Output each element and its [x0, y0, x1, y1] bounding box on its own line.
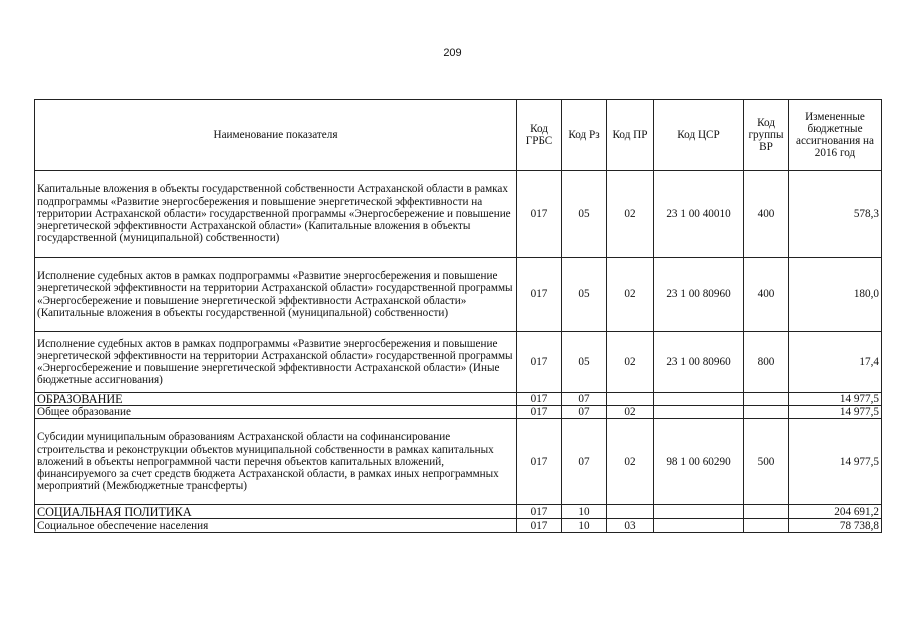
table-row	[35, 393, 882, 406]
row-name: Исполнение судебных актов в рамках подпрограммы «Развитие энергосбережения и повышение энергетической эффективности на территории Астраханской области» государственной программы «Энергосбережение и повышение энергетической эффективности Астраханской области» (Иные бюджетные ассигнования)	[35, 332, 517, 393]
header-name: Наименование показателя	[35, 100, 517, 171]
table-row	[35, 505, 882, 519]
table-row	[35, 258, 882, 332]
row-pr: 03	[607, 519, 654, 533]
row-pr: 02	[607, 258, 654, 332]
row-csr	[654, 505, 744, 519]
row-grbs: 017	[517, 419, 562, 505]
header-rz: Код Рз	[562, 100, 607, 171]
row-vr: 800	[744, 332, 789, 393]
row-csr	[654, 393, 744, 406]
row-vr	[744, 519, 789, 533]
table-row	[35, 171, 882, 258]
row-grbs: 017	[517, 505, 562, 519]
row-rz: 05	[562, 171, 607, 258]
row-amount: 17,4	[789, 332, 882, 393]
budget-table	[34, 99, 882, 533]
row-rz: 07	[562, 393, 607, 406]
row-grbs: 017	[517, 406, 562, 419]
row-rz: 07	[562, 406, 607, 419]
row-name: Субсидии муниципальным образованиям Астраханской области на софинансирование строительства и реконструкции объектов муниципальной собственности в рамках капитальных вложений в объекты непрограммной части перечня объектов капитальных вложений, финансируемого за счет средств бюджета Астраханской области, в рамках иных непрограммных мероприятий (Межбюджетные трансферты)	[35, 419, 517, 505]
row-amount: 14 977,5	[789, 393, 882, 406]
row-csr: 23 1 00 40010	[654, 171, 744, 258]
row-csr	[654, 519, 744, 533]
table-row	[35, 419, 882, 505]
table-header-row	[35, 100, 882, 171]
row-grbs: 017	[517, 519, 562, 533]
row-vr: 500	[744, 419, 789, 505]
row-vr	[744, 406, 789, 419]
row-grbs: 017	[517, 332, 562, 393]
row-name: ОБРАЗОВАНИЕ	[35, 393, 517, 406]
table-row	[35, 332, 882, 393]
row-csr: 23 1 00 80960	[654, 258, 744, 332]
row-pr: 02	[607, 406, 654, 419]
row-name: Социальное обеспечение населения	[35, 519, 517, 533]
row-pr: 02	[607, 171, 654, 258]
row-name: Исполнение судебных актов в рамках подпрограммы «Развитие энергосбережения и повышение энергетической эффективности на территории Астраханской области» государственной программы «Энергосбережение и повышение энергетической эффективности Астраханской области» (Капитальные вложения в объекты государственной (муниципальной) собственности)	[35, 258, 517, 332]
row-pr	[607, 393, 654, 406]
row-vr	[744, 505, 789, 519]
row-rz: 05	[562, 258, 607, 332]
row-rz: 10	[562, 505, 607, 519]
row-amount: 14 977,5	[789, 419, 882, 505]
header-csr: Код ЦСР	[654, 100, 744, 171]
row-rz: 10	[562, 519, 607, 533]
row-name: Капитальные вложения в объекты государственной собственности Астраханской области в рамках подпрограммы «Развитие энергосбережения и повышение энергетической эффективности на территории Астраханской области» государственной программы «Энергосбережение и повышение энергетической эффективности Астраханской области» (Капитальные вложения в объекты государственной (муниципальной) собственности)	[35, 171, 517, 258]
row-grbs: 017	[517, 393, 562, 406]
table-row	[35, 406, 882, 419]
row-grbs: 017	[517, 171, 562, 258]
header-amount: Измененные бюджетные ассигнования на 2016 год	[789, 100, 882, 171]
row-amount: 78 738,8	[789, 519, 882, 533]
page-number: 209	[443, 47, 462, 59]
row-vr: 400	[744, 258, 789, 332]
row-name: Общее образование	[35, 406, 517, 419]
header-vr: Код группы ВР	[744, 100, 789, 171]
row-grbs: 017	[517, 258, 562, 332]
row-vr	[744, 393, 789, 406]
row-pr: 02	[607, 419, 654, 505]
header-pr: Код ПР	[607, 100, 654, 171]
row-amount: 204 691,2	[789, 505, 882, 519]
row-amount: 578,3	[789, 171, 882, 258]
row-rz: 05	[562, 332, 607, 393]
header-grbs: Код ГРБС	[517, 100, 562, 171]
row-amount: 180,0	[789, 258, 882, 332]
row-amount: 14 977,5	[789, 406, 882, 419]
row-rz: 07	[562, 419, 607, 505]
table-row	[35, 519, 882, 533]
row-pr: 02	[607, 332, 654, 393]
row-pr	[607, 505, 654, 519]
row-csr: 98 1 00 60290	[654, 419, 744, 505]
row-vr: 400	[744, 171, 789, 258]
row-name: СОЦИАЛЬНАЯ ПОЛИТИКА	[35, 505, 517, 519]
row-csr	[654, 406, 744, 419]
row-csr: 23 1 00 80960	[654, 332, 744, 393]
